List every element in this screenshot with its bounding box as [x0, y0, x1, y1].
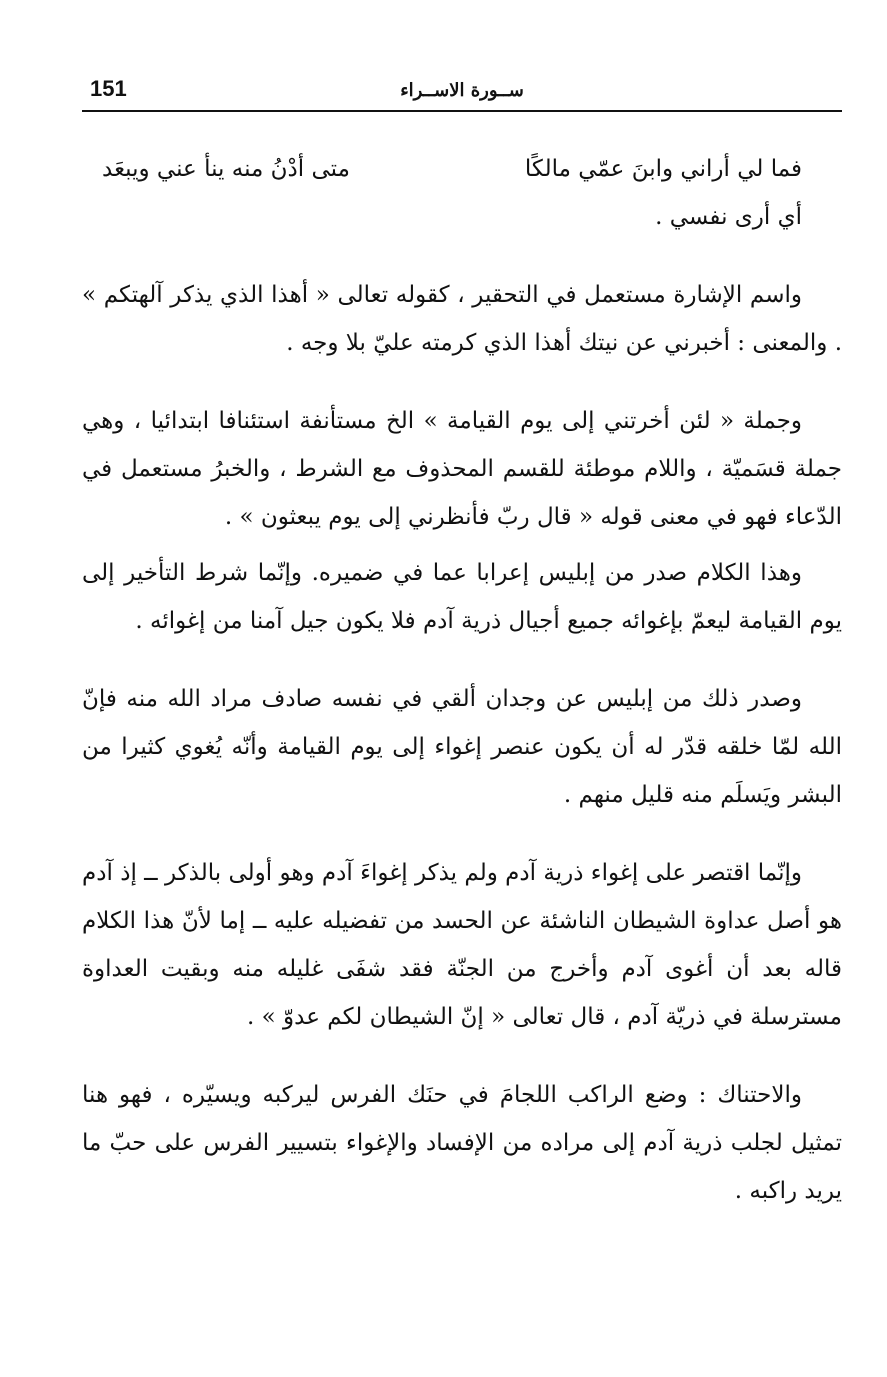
paragraph: وجملة « لئن أخرتني إلى يوم القيامة » الخ مستأنفة استئنافا ابتدائيا ، وهي جملة قسَميّة ، واللام موطئة للقسم المحذوف مع الشرط ، والخبرُ مستعمل في الدّعاء فهو في معنى قوله « قال ربّ فأنظرني إلى يوم يبعثون » . — [82, 408, 842, 530]
paragraph: واسم الإشارة مستعمل في التحقير ، كقوله تعالى « أهذا الذي يذكر آلهتكم » . والمعنى : أخبرني عن نيتك أهذا الذي كرمته عليّ بلا وجه . — [82, 282, 842, 356]
page-header — [82, 70, 842, 112]
paragraph: وصدر ذلك من إبليس عن وجدان ألقي في نفسه صادف مراد الله منه فإنّ الله لمّا خلقه قدّر له أن يكون عنصر إغواء إلى يوم القيامة وأنّه يُغوي كثيرا من البشر ويَسلَم منه قليل منهم . — [82, 686, 842, 808]
paragraph: وهذا الكلام صدر من إبليس إعرابا عما في ضميره. وإنّما شرط التأخير إلى يوم القيامة ليعمّ بإغوائه جميع أجيال ذرية آدم فلا يكون جيل آمنا من إغوائه . — [82, 560, 842, 634]
running-title: ســورة الاســراء — [400, 80, 524, 101]
verse-note: أي أرى نفسي . — [655, 204, 802, 230]
page-body — [82, 145, 842, 1245]
verse-hemistich-second: متى أدْنُ منه ينأ عني ويبعَد — [102, 156, 350, 182]
verse-hemistich-first: فما لي أراني وابنَ عمّي مالكًا — [524, 156, 802, 182]
paragraph: والاحتناك : وضع الراكب اللجامَ في حنَك الفرس ليركبه ويسيّره ، فهو هنا تمثيل لجلب ذرية آدم إلى مراده من الإفساد والإغواء بتسيير الفرس على حبّ ما يريد راكبه . — [82, 1082, 842, 1204]
page-number: 151 — [90, 76, 127, 101]
paragraph: وإنّما اقتصر على إغواء ذرية آدم ولم يذكر إغواءَ آدم وهو أولى بالذكر ــ إذ آدم هو أصل عداوة الشيطان الناشئة عن الحسد من تفضيله عليه ــ إما لأنّ هذا الكلام قاله بعد أن أغوى آدم وأخرج من الجنّة فقد شفَى غليله منه وبقيت العداوة مسترسلة في ذريّة آدم ، قال تعالى « إنّ الشيطان لكم عدوّ » . — [82, 860, 842, 1030]
poetry-verse — [82, 145, 842, 193]
